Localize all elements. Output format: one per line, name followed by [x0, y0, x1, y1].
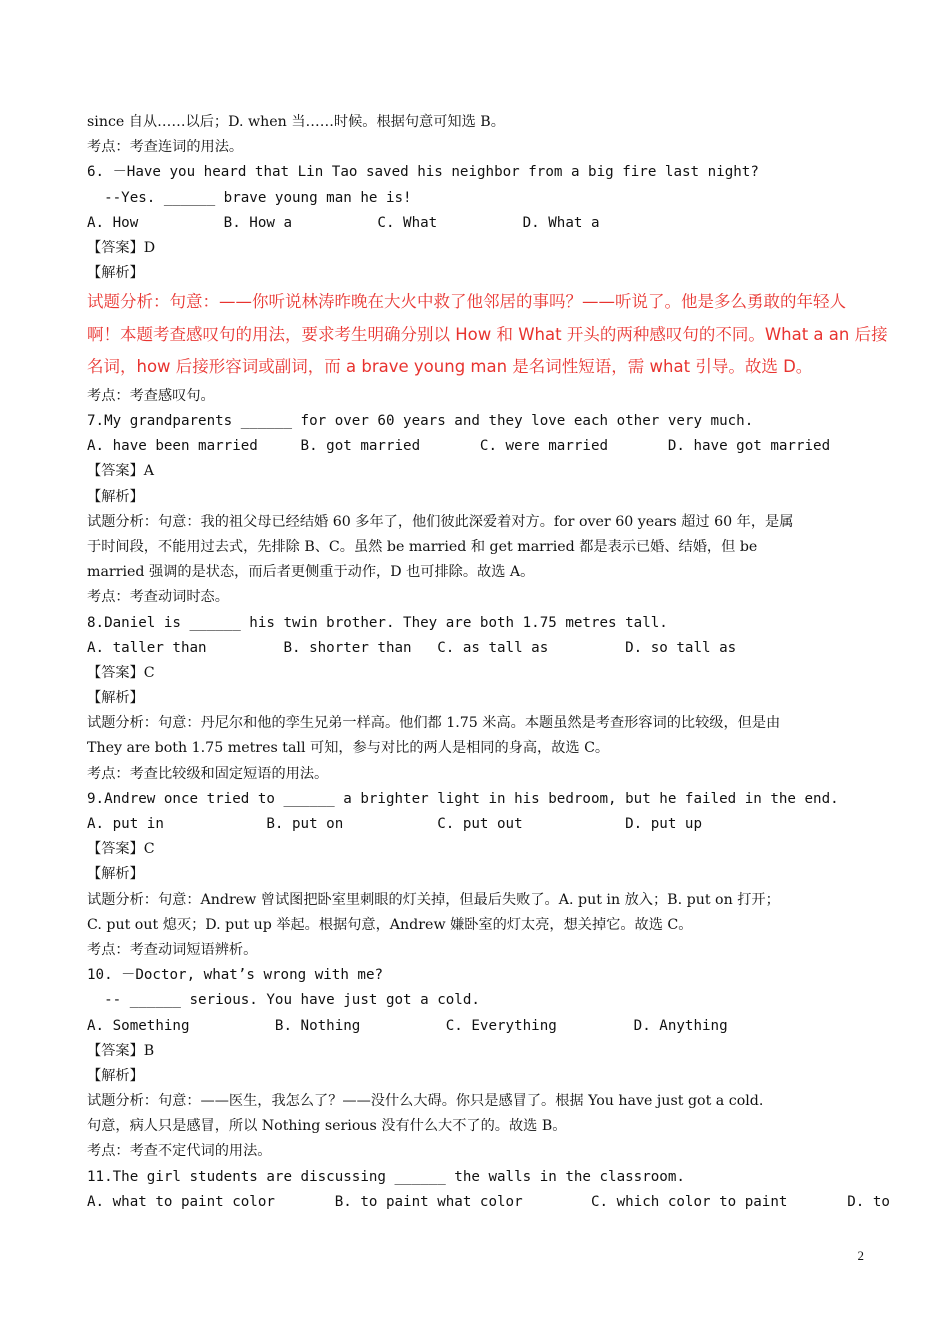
options-line: A. what to paint color B. to paint what color C. which color to paint D. to: [87, 1193, 890, 1210]
page-number: 2: [857, 1248, 864, 1263]
text-line: 考点：考查动词时态。: [87, 589, 229, 606]
text-line: C. put out 熄灭；D. put up 举起。根据句意，Andrew 嫌卧室的灯太亮，想关掉它。故选 C。: [87, 916, 693, 933]
text-line: since 自从……以后；D. when 当……时候。根据句意可知选 B。: [87, 114, 505, 130]
text-line: 试题分析：句意：Andrew 曾试图把卧室里刺眼的灯关掉，但最后失败了。A. put in 放入；B. put on 打开；: [87, 891, 780, 908]
text-line: 于时间段，不能用过去式，先排除 B、C。虽然 be married 和 get married 都是表示已婚、结婚，但 be: [87, 538, 758, 555]
text-line: --Yes. ______ brave young man he is!: [87, 189, 412, 206]
analysis-label: 【解析】: [87, 1067, 144, 1084]
options-line: A. taller than B. shorter than C. as tall as D. so tall as: [87, 639, 737, 656]
question-6: 6. －Have you heard that Lin Tao saved his neighbor from a big fire last night?: [87, 164, 759, 181]
text-line: 考点：考查动词短语辨析。: [87, 941, 258, 958]
text-line: 考点：考查比较级和固定短语的用法。: [87, 765, 329, 782]
analysis-label: 【解析】: [87, 265, 144, 282]
document-body: [87, 110, 890, 1215]
text-line: 试题分析：句意：我的祖父母已经结婚 60 多年了，他们彼此深爱着对方。for over 60 years 超过 60 年，是属: [87, 513, 794, 530]
answer-label: 【答案】B: [87, 1042, 155, 1059]
text-line: -- ______ serious. You have just got a cold.: [87, 992, 480, 1009]
answer-label: 【答案】D: [87, 239, 156, 256]
text-line: 考点：考查连词的用法。: [87, 139, 244, 156]
question-10: 10. －Doctor, what’s wrong with me?: [87, 967, 384, 984]
analysis-label: 【解析】: [87, 488, 144, 505]
red-analysis-line: 试题分析：句意：——你听说林涛昨晚在大火中救了他邻居的事吗？——听说了。他是多么勇敢的年轻人: [87, 292, 846, 312]
question-9: 9.Andrew once tried to ______ a brighter light in his bedroom, but he failed in the end.: [87, 790, 839, 807]
text-line: 试题分析：句意：——医生，我怎么了？——没什么大碍。你只是感冒了。根据 You have just got a cold.: [87, 1093, 764, 1110]
red-analysis-line: 名词，how 后接形容词或副词，而 a brave young man 是名词性短语，需 what 引导。故选 D。: [87, 357, 813, 377]
text-line: They are both 1.75 metres tall 可知，参与对比的两人是相同的身高，故选 C。: [87, 740, 610, 757]
analysis-label: 【解析】: [87, 866, 144, 883]
text-line: 试题分析：句意：丹尼尔和他的孪生兄弟一样高。他们都 1.75 米高。本题虽然是考查形容词的比较级，但是由: [87, 715, 781, 732]
red-analysis-line: 啊！本题考查感叹句的用法，要求考生明确分别以 How 和 What 开头的两种感叹句的不同。What a an 后接: [87, 324, 888, 344]
options-line: A. How B. How a C. What D. What a: [87, 214, 600, 231]
text-line: 句意，病人只是感冒，所以 Nothing serious 没有什么大不了的。故选 B。: [87, 1118, 567, 1135]
options-line: A. have been married B. got married C. were married D. have got married: [87, 438, 831, 455]
analysis-label: 【解析】: [87, 690, 144, 707]
options-line: A. put in B. put on C. put out D. put up: [87, 816, 702, 832]
options-line: A. Something B. Nothing C. Everything D. Anything: [87, 1017, 728, 1034]
text-line: 考点：考查感叹句。: [87, 387, 215, 404]
question-11: 11.The girl students are discussing ______ the walls in the classroom.: [87, 1168, 685, 1185]
question-8: 8.Daniel is ______ his twin brother. They are both 1.75 metres tall.: [87, 614, 668, 631]
question-7: 7.My grandparents ______ for over 60 years and they love each other very much.: [87, 413, 754, 429]
text-line: married 强调的是状态，而后者更侧重于动作，D 也可排除。故选 A。: [87, 564, 535, 581]
answer-label: 【答案】C: [87, 841, 155, 858]
text-line: 考点：考查不定代词的用法。: [87, 1143, 272, 1160]
answer-label: 【答案】A: [87, 463, 154, 480]
answer-label: 【答案】C: [87, 664, 155, 681]
